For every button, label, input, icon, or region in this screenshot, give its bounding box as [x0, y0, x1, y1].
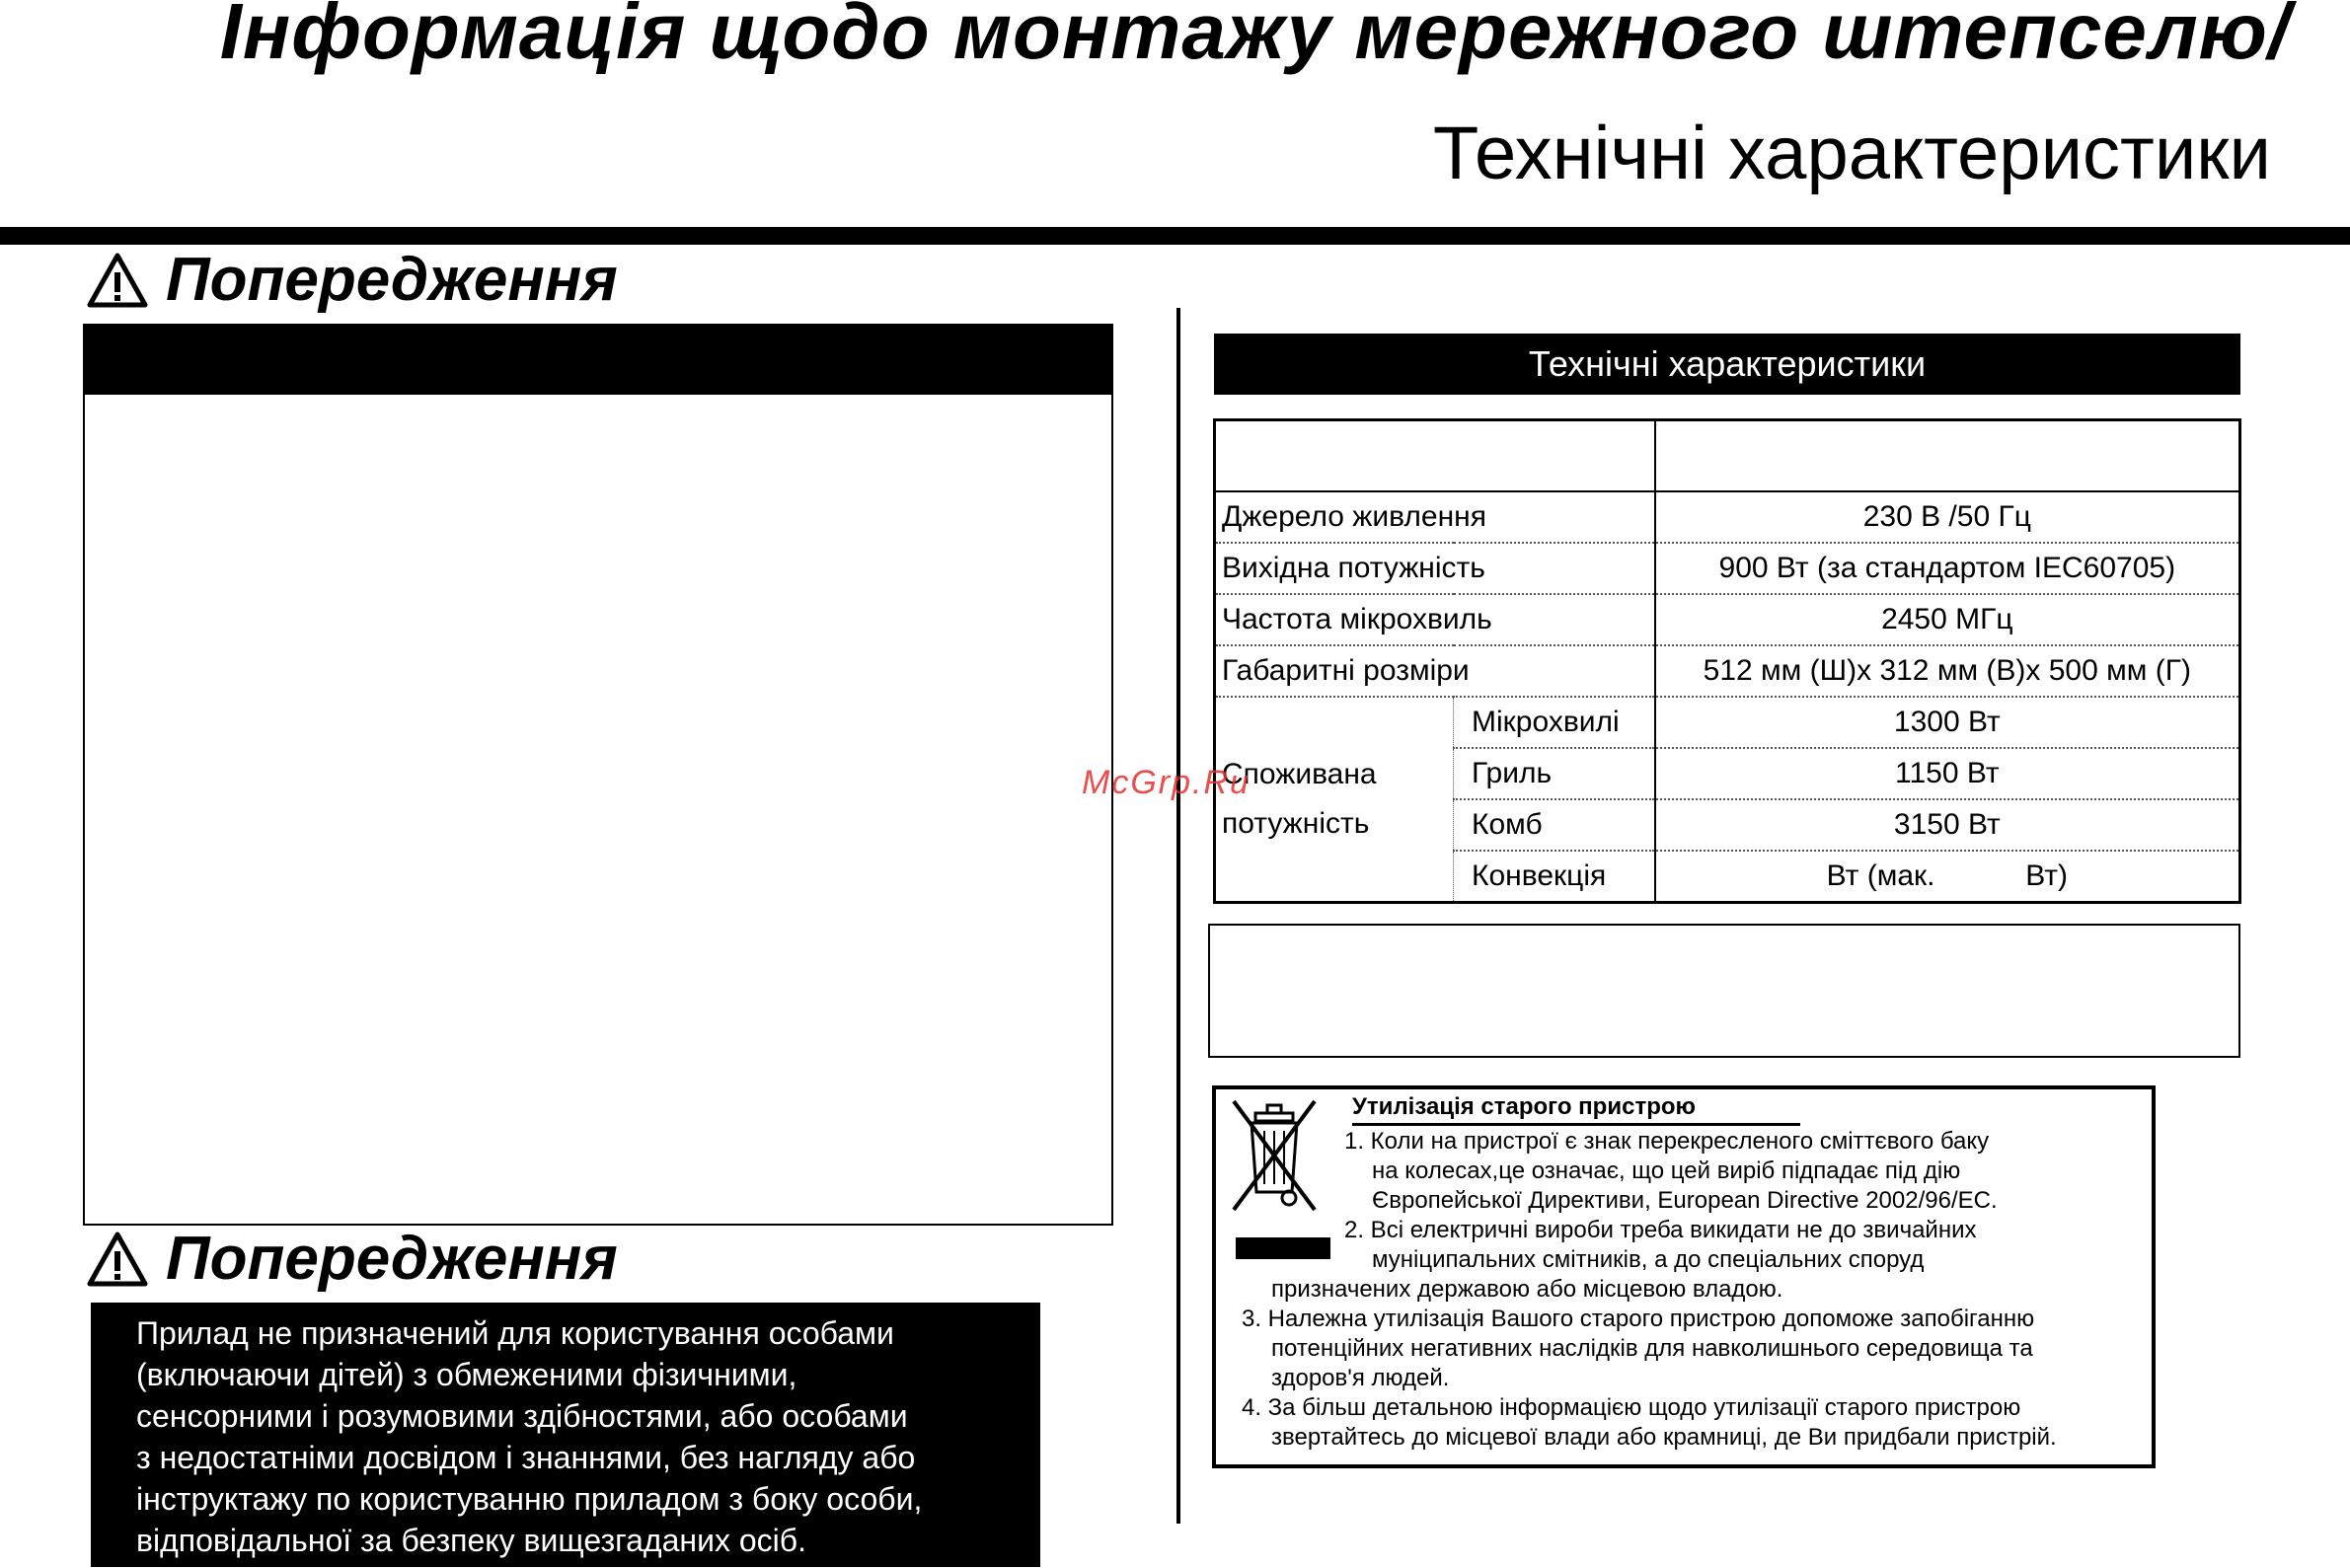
header-rule	[0, 227, 2350, 245]
table-header-cell	[1655, 420, 2240, 492]
table-row	[1215, 594, 2240, 645]
consumption-value: Вт (мак. Вт)	[1826, 859, 2068, 892]
table-row	[1215, 697, 2240, 748]
disposal-line: 3. Належна утилізація Вашого старого пристрою допоможе запобіганню	[1242, 1306, 2035, 1332]
spec-label: Частота мікрохвиль	[1215, 594, 1655, 645]
consumption-value: 1300 Вт	[1655, 697, 2240, 748]
warning-heading-bottom	[87, 1224, 618, 1294]
consumption-label-line2: потужність	[1222, 807, 1370, 840]
spec-value: 2450 МГц	[1655, 594, 2240, 645]
spec-value: 230 В /50 Гц	[1655, 491, 2240, 543]
specs-table	[1213, 418, 2241, 904]
consumption-value: 3150 Вт	[1655, 799, 2240, 851]
consumption-mode: Комб	[1454, 799, 1655, 851]
disposal-line: Європейської Директиви, European Directive 2002/96/EC.	[1372, 1187, 1998, 1214]
notice-line: відповідальної за безпеку вищезгаданих осіб.	[136, 1523, 806, 1558]
spec-label: Вихідна потужність	[1215, 543, 1655, 594]
notice-line: (включаючи дітей) з обмеженими фізичними,	[136, 1357, 797, 1392]
notice-line: з недостатніми досвідом і знаннями, без нагляду або	[136, 1440, 916, 1475]
warning-triangle-icon	[87, 1232, 148, 1287]
warning-heading-text: Попередження	[166, 246, 618, 314]
specs-title-band: Технічні характеристики	[1214, 334, 2240, 395]
warning-box	[83, 324, 1113, 1226]
disposal-black-bar	[1236, 1237, 1330, 1259]
consumption-mode: Гриль	[1454, 748, 1655, 799]
notes-box	[1208, 924, 2240, 1058]
warning-triangle-icon	[87, 253, 148, 308]
consumption-mode: Мікрохвилі	[1454, 697, 1655, 748]
warning-notice-box	[91, 1303, 1040, 1567]
disposal-line: потенційних негативних наслідків для навколишнього середовища та	[1271, 1335, 2033, 1362]
notice-line: інструктажу по користуванню приладом з боку особи,	[136, 1481, 923, 1517]
disposal-line: 1. Коли на пристрої є знак перекресленого сміттєвого баку	[1344, 1128, 1990, 1155]
watermark: McGrp.Ru	[1082, 764, 1251, 801]
table-header-row	[1215, 420, 2240, 492]
table-row	[1215, 645, 2240, 697]
disposal-box	[1212, 1085, 2156, 1468]
warning-heading-top	[87, 245, 618, 315]
disposal-line: здоров'я людей.	[1271, 1365, 1450, 1391]
warning-box-bar	[85, 326, 1111, 395]
page-title-line1: Інформація щодо монтажу мережного штепселю/	[219, 0, 2291, 75]
disposal-line: призначених державою або місцевою владою.	[1271, 1276, 1783, 1303]
notice-line: Прилад не призначений для користування особами	[136, 1315, 894, 1351]
table-row	[1215, 491, 2240, 543]
spec-value: 900 Вт (за стандартом IEC60705)	[1655, 543, 2240, 594]
consumption-value: 1150 Вт	[1655, 748, 2240, 799]
consumption-mode: Конвекція	[1454, 851, 1655, 903]
disposal-line: 4. За більш детальною інформацією щодо утилізації старого пристрою	[1242, 1394, 2021, 1421]
warning-heading-text: Попередження	[166, 1225, 618, 1293]
spec-label: Габаритні розміри	[1215, 645, 1655, 697]
table-row	[1215, 543, 2240, 594]
table-header-cell	[1215, 420, 1655, 492]
disposal-title: Утилізація старого пристрою	[1352, 1093, 1800, 1126]
disposal-line: на колесах,це означає, що цей виріб підпадає під дію	[1372, 1157, 1961, 1184]
disposal-line: 2. Всі електричні вироби треба викидати не до звичайних	[1344, 1217, 1977, 1243]
page-title-line2: Технічні характеристики	[1432, 112, 2271, 195]
consumption-label-line1: Споживана	[1222, 758, 1377, 790]
crossed-bin-icon	[1230, 1097, 1319, 1214]
disposal-line: муніципальних смітників, а до спеціальних споруд	[1372, 1246, 1925, 1273]
spec-label: Джерело живлення	[1215, 491, 1655, 543]
spec-value: 512 мм (Ш)x 312 мм (В)x 500 мм (Г)	[1655, 645, 2240, 697]
disposal-line: звертайтесь до місцевої влади або крамниці, де Ви придбали пристрій.	[1271, 1424, 2057, 1451]
column-divider	[1176, 308, 1180, 1524]
notice-line: сенсорними і розумовими здібностями, або особами	[136, 1398, 908, 1434]
